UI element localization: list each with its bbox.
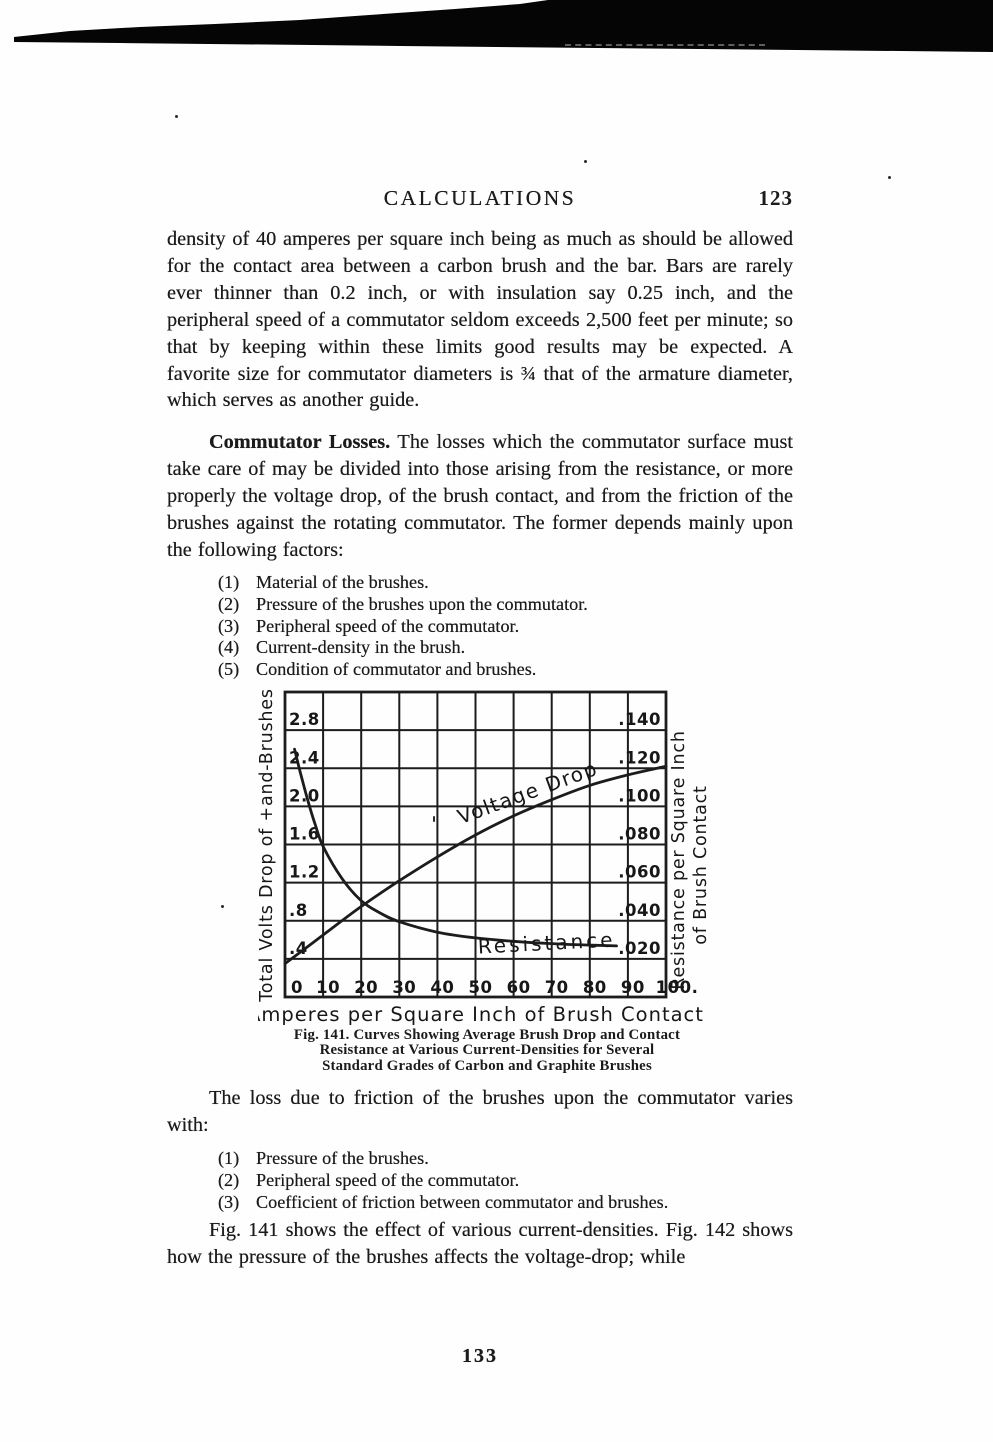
curve-label-voltage-drop: Voltage Drop	[454, 755, 602, 829]
scan-speck	[221, 905, 224, 908]
y-left-tick-label: .8	[289, 900, 308, 920]
list-item-text: Pressure of the brushes.	[256, 1148, 429, 1168]
x-tick-label: 50	[468, 978, 493, 997]
y-right-tick-label: .020	[618, 938, 661, 958]
paragraph-lead-bold: Commutator Losses.	[209, 431, 391, 453]
list-item	[218, 1192, 778, 1214]
paragraph-commutator-losses	[167, 429, 793, 564]
scan-speck	[175, 115, 178, 118]
y-right-tick-label: .080	[618, 824, 661, 844]
list-item-text: Peripheral speed of the commutator.	[256, 1169, 520, 1190]
paragraph-density: density of 40 amperes per square inch being as much as should be allowed for the contact area between a carbon brush and the bar. Bars are rarely ever thinner than 0.2 inch, or with insulation say 0.25 inch, and the peripheral speed of a commutator seldom exceeds 2,500 feet per minute; so that by keeping within these limits good results may be expected. A favorite size for commutator diameters is ¾ that of the armature diameter, which serves as another guide.	[167, 228, 793, 412]
y-left-tick-label: 2.4	[289, 748, 320, 768]
figure-141	[258, 685, 728, 1040]
y-right-axis-title-line2: of Brush Contact	[691, 785, 711, 945]
list-voltage-drop-factors	[218, 572, 778, 681]
y-right-tick-label: .100	[618, 786, 661, 806]
list-item	[218, 572, 778, 594]
list-item-number: (2)	[218, 1169, 240, 1190]
list-item	[218, 1170, 778, 1192]
y-left-tick-label: 1.2	[289, 862, 320, 882]
y-left-tick-label: 2.0	[289, 786, 320, 806]
list-friction-factors	[218, 1148, 778, 1213]
list-item-number: (5)	[218, 659, 240, 680]
y-left-tick-label: .4	[289, 938, 308, 958]
list-item-text: Current-density in the brush.	[256, 637, 466, 658]
x-tick-label: 70	[544, 978, 569, 997]
x-tick-label: 0	[291, 978, 303, 997]
list-item	[218, 616, 778, 638]
figure-chart	[258, 685, 728, 1040]
paragraph-friction-loss: The loss due to friction of the brushes upon the commutator varies with:	[167, 1087, 793, 1136]
list-item-number: (1)	[218, 1148, 240, 1168]
list-item-text: Peripheral speed of the commutator.	[256, 615, 520, 636]
page-header	[167, 186, 793, 212]
figure-caption-line2: Resistance at Various Current-Densities for Several	[319, 1042, 655, 1059]
x-tick-label: 60	[506, 978, 531, 997]
list-item-text: Material of the brushes.	[256, 572, 429, 592]
running-head: CALCULATIONS	[383, 186, 577, 210]
y-left-axis-title: Total Volts Drop of +and-Brushes	[258, 688, 277, 1002]
scan-artifact-dash	[565, 44, 765, 46]
figure-caption-line1: Fig. 141. Curves Showing Average Brush Drop and Contact	[293, 1027, 681, 1043]
y-right-tick-label: .140	[618, 710, 661, 730]
list-item-text: Condition of commutator and brushes.	[256, 659, 537, 680]
scan-speck	[888, 176, 891, 179]
figure-caption-line3: Standard Grades of Carbon and Graphite Brushes	[322, 1057, 652, 1074]
y-right-tick-label: .060	[618, 862, 661, 882]
list-item-number: (3)	[218, 615, 240, 636]
y-right-tick-label: .120	[618, 748, 661, 768]
x-tick-label: 40	[430, 978, 455, 997]
list-item-number: (4)	[218, 637, 240, 658]
paragraph-lead-rest: The losses which the commutator surface must take care of may be divided into those arising from the resistance, or more properly the voltage drop, of the brush contact, and from the friction of the brushes against the rotating commutator. The former depends mainly upon the following factors:	[167, 431, 793, 561]
scan-speck	[584, 160, 587, 163]
figure-caption	[167, 1028, 807, 1074]
list-item-number: (3)	[218, 1191, 240, 1212]
page-number-top: 123	[758, 186, 793, 210]
x-tick-label: 90	[620, 978, 645, 997]
x-axis-title: Amperes per Square Inch of Brush Contact	[258, 1003, 704, 1026]
scan-artifact-band	[0, 0, 993, 58]
list-item-text: Pressure of the brushes upon the commutator.	[256, 593, 588, 614]
x-tick-label: 100.	[655, 978, 699, 997]
list-item	[218, 1148, 778, 1170]
y-left-tick-label: 1.6	[289, 824, 320, 844]
y-left-tick-label: 2.8	[289, 710, 320, 730]
list-item-number: (2)	[218, 593, 240, 614]
curve-label-resistance: Resistance	[477, 927, 617, 959]
list-item	[218, 637, 778, 659]
x-tick-label: 10	[316, 978, 341, 997]
list-item-text: Coefficient of friction between commutator and brushes.	[256, 1191, 669, 1212]
x-tick-label: 20	[354, 978, 379, 997]
list-item	[218, 594, 778, 616]
list-item-number: (1)	[218, 572, 240, 592]
x-tick-label: 80	[582, 978, 607, 997]
page-number-bottom: 133	[462, 1345, 498, 1367]
x-tick-label: 30	[392, 978, 417, 997]
list-item	[218, 659, 778, 681]
paragraph-fig-references: Fig. 141 shows the effect of various current-densities. Fig. 142 shows how the pressure of the brushes affects the voltage-drop; while	[167, 1219, 793, 1268]
y-right-tick-label: .040	[618, 900, 661, 920]
y-right-axis-title-line1: Resistance per Square Inch	[669, 730, 689, 990]
